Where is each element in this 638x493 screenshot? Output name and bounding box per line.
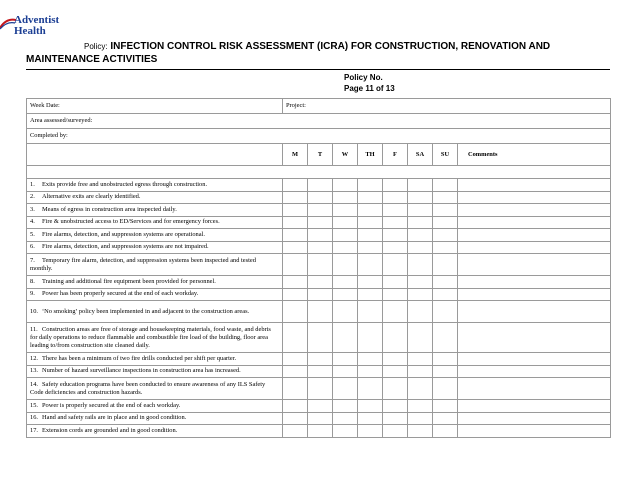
comment-cell[interactable] [458,179,611,192]
checklist-item-text [27,288,283,301]
day-check-cell[interactable] [433,301,458,323]
checklist-row [27,179,611,192]
comments-header: Comments [458,144,611,166]
day-check-cell[interactable] [408,191,433,204]
day-header-m: M [283,144,308,166]
page-title [26,40,626,66]
checklist-item-number: 4. [30,218,35,226]
checklist-row [27,378,611,400]
day-check-cell[interactable] [333,412,358,425]
day-check-cell[interactable] [333,276,358,289]
day-check-cell[interactable] [283,191,308,204]
day-check-cell[interactable] [383,241,408,254]
checklist-item-label: Extension cords are grounded and in good condition. [42,426,178,434]
day-check-cell[interactable] [383,216,408,229]
checklist-item-label: Power has been properly secured at the end of each workday. [42,290,199,298]
day-check-cell[interactable] [408,323,433,353]
day-check-cell[interactable] [383,276,408,289]
day-check-cell[interactable] [433,353,458,366]
day-check-cell[interactable] [308,301,333,323]
checklist-item-label: Fire alarms, detection, and suppression systems are operational. [42,230,205,238]
day-check-cell[interactable] [408,241,433,254]
day-check-cell[interactable] [283,254,308,276]
day-check-cell[interactable] [358,241,383,254]
checklist-item-label: Hand and safety rails are in place and in good condition. [42,414,187,422]
day-check-cell[interactable] [408,425,433,438]
day-check-cell[interactable] [408,412,433,425]
day-check-cell[interactable] [433,288,458,301]
day-check-cell[interactable] [283,288,308,301]
day-check-cell[interactable] [383,179,408,192]
day-header-sa: SA [408,144,433,166]
day-check-cell[interactable] [358,276,383,289]
comment-cell[interactable] [458,191,611,204]
comment-cell[interactable] [458,216,611,229]
day-check-cell[interactable] [308,288,333,301]
comment-cell[interactable] [458,425,611,438]
checklist-item-number: 17. [30,426,38,434]
checklist-row [27,288,611,301]
day-check-cell[interactable] [358,425,383,438]
day-check-cell[interactable] [408,229,433,242]
day-check-cell[interactable] [433,191,458,204]
day-check-cell[interactable] [433,254,458,276]
checklist-row [27,400,611,413]
day-check-cell[interactable] [308,353,333,366]
comment-cell[interactable] [458,400,611,413]
checklist-item-text [27,323,283,353]
day-check-cell[interactable] [433,204,458,217]
policy-prefix: Policy: [84,42,108,51]
day-check-cell[interactable] [433,378,458,400]
day-check-cell[interactable] [308,191,333,204]
day-check-cell[interactable] [433,229,458,242]
day-check-cell[interactable] [358,323,383,353]
policy-number-block [344,72,395,94]
day-check-cell[interactable] [433,276,458,289]
day-check-cell[interactable] [383,425,408,438]
day-check-cell[interactable] [308,425,333,438]
checklist-row [27,276,611,289]
checklist-item-text [27,216,283,229]
checklist-row [27,191,611,204]
day-check-cell[interactable] [383,353,408,366]
day-check-cell[interactable] [408,216,433,229]
checklist-item-label: Fire alarms, detection, and suppression systems are not impaired. [42,243,209,251]
checklist-item-text [27,378,283,400]
checklist-item-text [27,301,283,323]
day-check-cell[interactable] [333,378,358,400]
checklist-item-number: 6. [30,243,35,251]
checklist-item-number: 11. [30,325,38,333]
day-check-cell[interactable] [358,216,383,229]
day-check-cell[interactable] [383,191,408,204]
day-check-cell[interactable] [358,254,383,276]
day-check-cell[interactable] [283,204,308,217]
day-check-cell[interactable] [358,400,383,413]
day-check-cell[interactable] [283,216,308,229]
day-check-cell[interactable] [308,412,333,425]
day-check-cell[interactable] [308,179,333,192]
checklist-item-label: Alternative exits are clearly identified. [42,193,141,201]
day-check-cell[interactable] [308,365,333,378]
day-check-cell[interactable] [308,204,333,217]
day-check-cell[interactable] [308,254,333,276]
day-check-cell[interactable] [358,288,383,301]
checklist-item-number: 2. [30,193,35,201]
checklist-item-text [27,412,283,425]
checklist-item-text [27,241,283,254]
checklist-item-text [27,276,283,289]
checklist-item-label: Construction areas are free of storage and housekeeping materials, food waste, and debris for daily operations to reduce flammable and combustible fire load of the building, floor area leading to/from construction site cleaned daily. [30,325,271,349]
completed-by-field[interactable]: Completed by: [27,129,611,144]
day-check-cell[interactable] [333,425,358,438]
checklist-item-number: 16. [30,414,38,422]
checklist-item-text [27,365,283,378]
day-check-cell[interactable] [433,323,458,353]
day-check-cell[interactable] [283,353,308,366]
checklist-row [27,353,611,366]
week-date-field[interactable]: Week Date: [27,99,283,114]
project-field[interactable]: Project: [283,99,611,114]
comment-cell[interactable] [458,412,611,425]
comment-cell[interactable] [458,229,611,242]
checklist-item-label: Safety education programs have been conducted to ensure awareness of any ILS Safety Code deficiencies and construction hazards. [30,380,266,396]
day-header-t: T [308,144,333,166]
checklist-item-label: Training and additional fire equipment been provided for personnel. [42,277,216,285]
comment-cell[interactable] [458,288,611,301]
adventist-health-logo [0,14,70,42]
day-check-cell[interactable] [283,378,308,400]
checklist-item-text [27,254,283,276]
day-check-cell[interactable] [383,254,408,276]
day-check-cell[interactable] [333,179,358,192]
checklist-item-text [27,179,283,192]
day-check-cell[interactable] [333,400,358,413]
day-check-cell[interactable] [333,229,358,242]
checklist-row [27,365,611,378]
day-check-cell[interactable] [408,288,433,301]
day-check-cell[interactable] [283,276,308,289]
day-check-cell[interactable] [333,191,358,204]
day-check-cell[interactable] [358,353,383,366]
checklist-item-label: Power is properly secured at the end of each workday. [42,401,181,409]
day-header-f: F [383,144,408,166]
day-check-cell[interactable] [308,400,333,413]
day-check-cell[interactable] [283,425,308,438]
comment-cell[interactable] [458,323,611,353]
spacer-cell [27,166,611,179]
checklist-row [27,412,611,425]
checklist-row [27,254,611,276]
day-check-cell[interactable] [283,241,308,254]
day-check-cell[interactable] [308,323,333,353]
day-check-cell[interactable] [283,412,308,425]
day-check-cell[interactable] [408,179,433,192]
day-check-cell[interactable] [383,288,408,301]
checklist-item-number: 9. [30,290,35,298]
checklist-item-label: Fire & unobstructed access to ED/Services and for emergency forces. [42,218,220,226]
checklist-row [27,425,611,438]
checklist-item-number: 8. [30,277,35,285]
comment-cell[interactable] [458,276,611,289]
day-check-cell[interactable] [408,276,433,289]
day-check-cell[interactable] [433,412,458,425]
checklist-item-text [27,204,283,217]
day-header-row [27,144,611,166]
policy-number-label: Policy No. [344,73,383,82]
comment-cell[interactable] [458,365,611,378]
comment-cell[interactable] [458,301,611,323]
day-check-cell[interactable] [308,229,333,242]
checklist-row [27,204,611,217]
checklist-item-text [27,229,283,242]
day-check-cell[interactable] [308,378,333,400]
checklist-item-label: ‘No smoking’ policy been implemented in and adjacent to the construction areas. [42,307,250,315]
day-check-cell[interactable] [308,216,333,229]
day-check-cell[interactable] [433,179,458,192]
day-check-cell[interactable] [383,229,408,242]
checklist-item-number: 15. [30,401,38,409]
day-check-cell[interactable] [283,323,308,353]
checklist-item-number: 7. [30,256,35,264]
checklist-item-text [27,191,283,204]
day-check-cell[interactable] [433,216,458,229]
day-check-cell[interactable] [308,276,333,289]
day-header-w: W [333,144,358,166]
day-header-su: SU [433,144,458,166]
day-check-cell[interactable] [408,365,433,378]
day-check-cell[interactable] [283,301,308,323]
area-field[interactable]: Area assessed/surveyed: [27,114,611,129]
day-check-cell[interactable] [383,412,408,425]
comment-cell[interactable] [458,378,611,400]
day-check-cell[interactable] [383,323,408,353]
day-check-cell[interactable] [333,301,358,323]
day-check-cell[interactable] [383,400,408,413]
day-check-cell[interactable] [333,204,358,217]
checklist-item-label: There has been a minimum of two fire drills conducted per shift per quarter. [42,354,237,362]
checklist-item-label: Means of egress in construction area inspected daily. [42,205,177,213]
day-check-cell[interactable] [408,353,433,366]
page-number: Page 11 of 13 [344,84,395,93]
icra-checklist-table [26,98,611,438]
day-check-cell[interactable] [408,204,433,217]
day-check-cell[interactable] [333,216,358,229]
checklist-item-number: 10. [30,307,38,315]
checklist-body [27,179,611,438]
day-check-cell[interactable] [283,365,308,378]
checklist-row [27,216,611,229]
comment-cell[interactable] [458,241,611,254]
day-check-cell[interactable] [358,378,383,400]
day-check-cell[interactable] [383,301,408,323]
checklist-row [27,241,611,254]
checklist-row [27,301,611,323]
day-check-cell[interactable] [383,378,408,400]
day-check-cell[interactable] [358,179,383,192]
comment-cell[interactable] [458,204,611,217]
checklist-row [27,229,611,242]
day-header-blank [27,144,283,166]
checklist-item-number: 1. [30,180,35,188]
logo-text-line2: Health [14,25,46,37]
policy-title: INFECTION CONTROL RISK ASSESSMENT (ICRA) FOR CONSTRUCTION, RENOVATION AND MAINTENANCE ACTIVITIES [26,41,551,65]
day-check-cell[interactable] [308,241,333,254]
day-check-cell[interactable] [358,204,383,217]
day-check-cell[interactable] [358,191,383,204]
day-check-cell[interactable] [333,353,358,366]
checklist-item-text [27,400,283,413]
header-divider [26,69,610,70]
logo-text-line1: Adventist [14,14,60,26]
day-check-cell[interactable] [333,365,358,378]
day-check-cell[interactable] [333,288,358,301]
day-check-cell[interactable] [358,412,383,425]
checklist-row [27,323,611,353]
day-check-cell[interactable] [408,400,433,413]
checklist-item-text [27,425,283,438]
day-check-cell[interactable] [383,204,408,217]
checklist-item-label: Number of hazard surveillance inspections in construction area has increased. [42,367,241,375]
day-check-cell[interactable] [408,378,433,400]
day-check-cell[interactable] [433,425,458,438]
day-check-cell[interactable] [383,365,408,378]
day-check-cell[interactable] [433,365,458,378]
day-check-cell[interactable] [333,241,358,254]
day-header-th: TH [358,144,383,166]
day-check-cell[interactable] [408,301,433,323]
day-check-cell[interactable] [433,241,458,254]
day-check-cell[interactable] [358,365,383,378]
day-check-cell[interactable] [283,229,308,242]
checklist-item-number: 14. [30,380,38,388]
comment-cell[interactable] [458,254,611,276]
day-check-cell[interactable] [358,301,383,323]
day-check-cell[interactable] [333,254,358,276]
spacer-row [27,166,611,179]
day-check-cell[interactable] [358,229,383,242]
checklist-item-label: Exits provide free and unobstructed egress through construction. [42,180,208,188]
checklist-item-number: 12. [30,354,38,362]
checklist-item-number: 5. [30,230,35,238]
day-check-cell[interactable] [408,254,433,276]
checklist-item-number: 13. [30,367,38,375]
comment-cell[interactable] [458,353,611,366]
checklist-item-number: 3. [30,205,35,213]
day-check-cell[interactable] [283,179,308,192]
day-check-cell[interactable] [283,400,308,413]
day-check-cell[interactable] [333,323,358,353]
day-check-cell[interactable] [433,400,458,413]
checklist-item-label: Temporary fire alarm, detection, and suppression systems been inspected and tested monthly. [30,256,256,272]
checklist-item-text [27,353,283,366]
